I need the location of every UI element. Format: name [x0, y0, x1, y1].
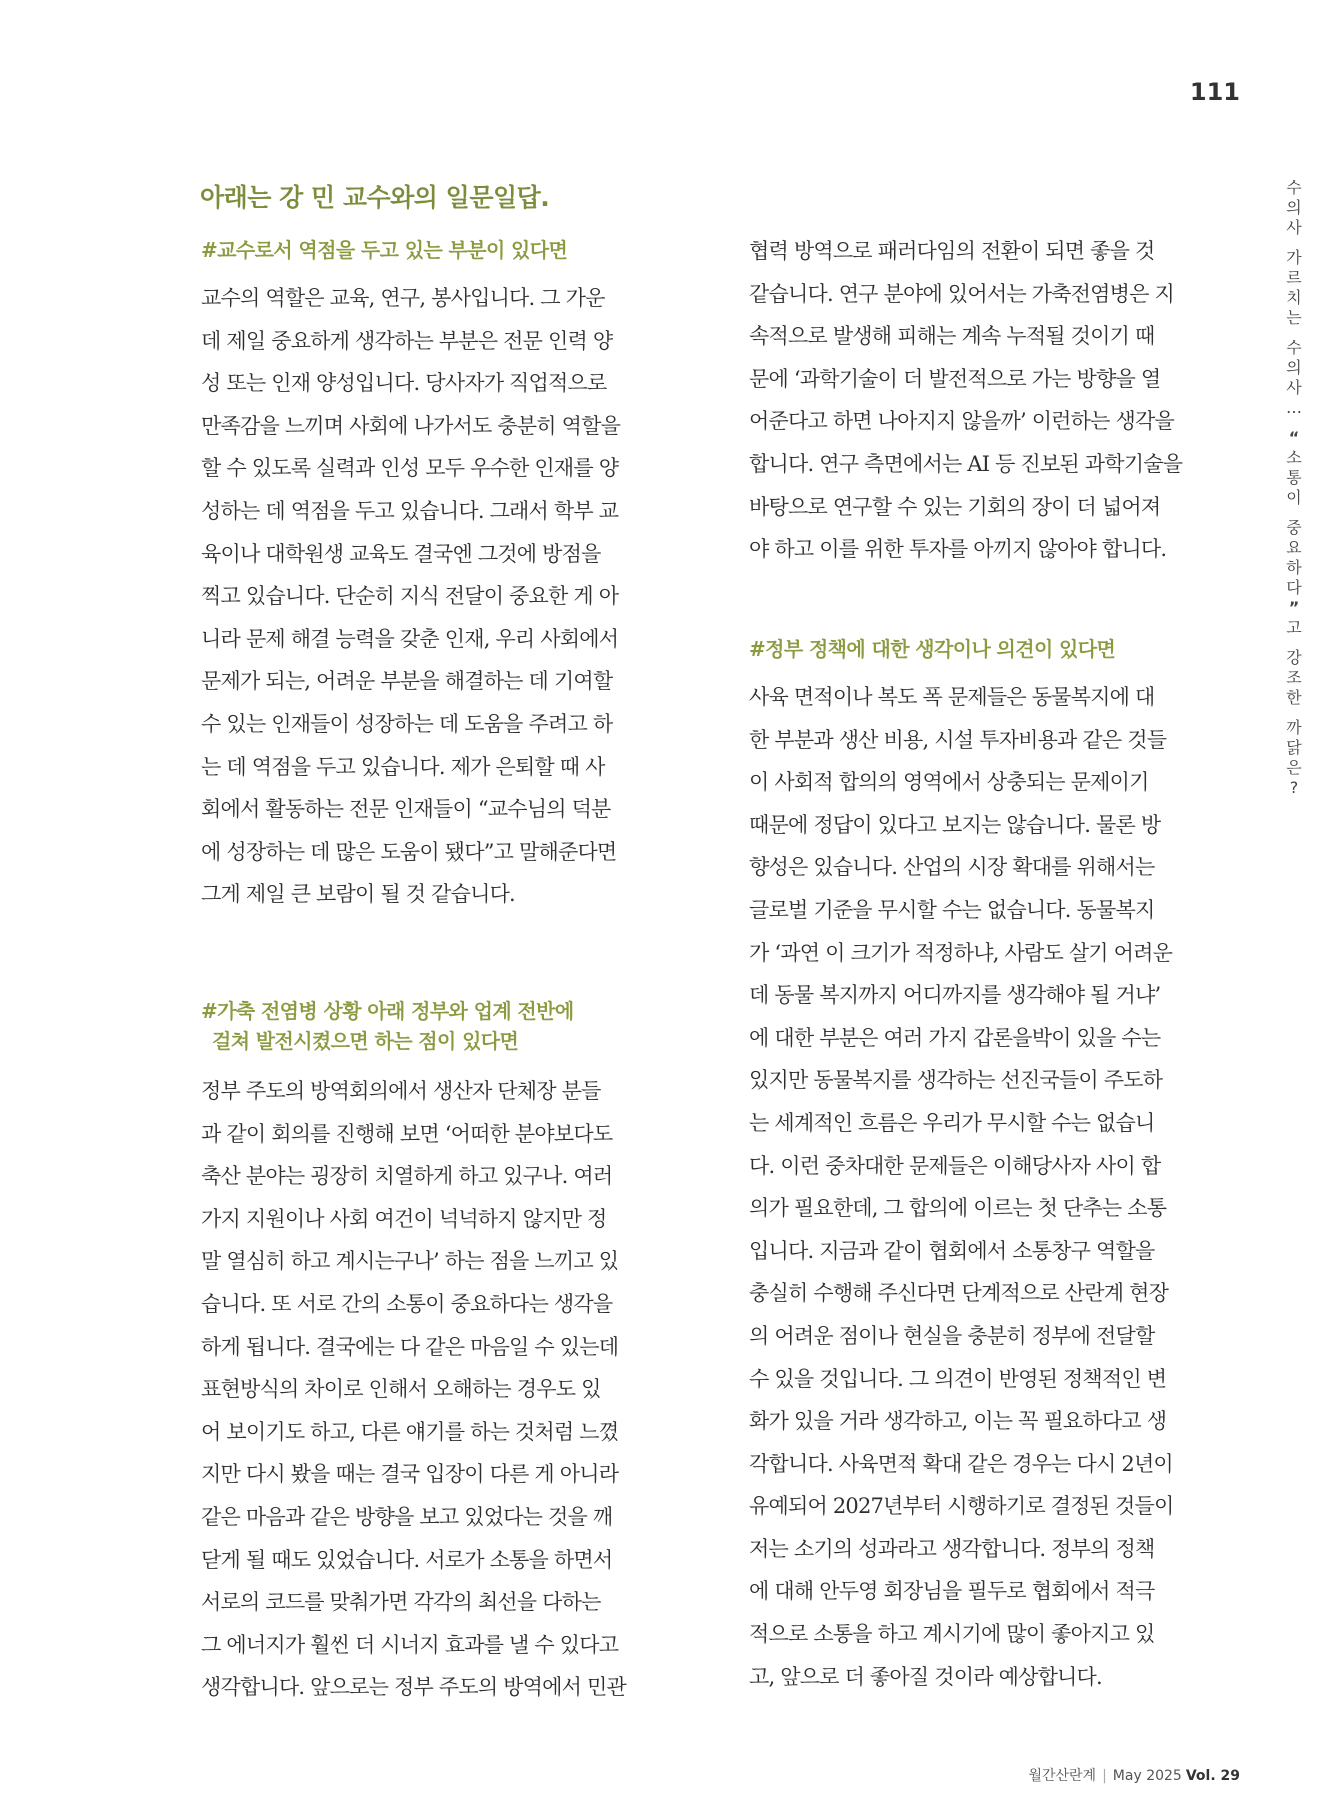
side-title-char: ? [1289, 778, 1299, 797]
section-professor-focus [201, 235, 690, 916]
section-livestock-epidemic [201, 996, 690, 1709]
answer-text: 정부 주도의 방역회의에서 생산자 단체장 분들 과 같이 회의를 진행해 보면 ‘어떠한 분야보다도 축산 분야는 굉장히 치열하게 하고 있구나. 여러 가지 지원이나 사회 여건이 넉넉하지 않지만 정 말 열심히 하고 계시는구나’ 하는 점을 느끼고 있 습니다. 또 서로 간의 소통이 중요하다는 생각을 하게 됩니다. 결국에는 다 같은 마음일 수 있는데 표현방식의 차이로 인해서 오해하는 경우도 있 어 보이기도 하고, 다른 얘기를 하는 것처럼 느꼈 지만 다시 봤을 때는 결국 입장이 다른 게 아니라 같은 마음과 같은 방향을 보고 있었다는 것을 깨 닫게 될 때도 있었습니다. 서로가 소통을 하면서 서로의 코드를 맞춰가면 각각의 최선을 다하는 그 에너지가 훨씬 더 시너지 효과를 낼 수 있다고 생각합니다. 앞으로는 정부 주도의 방역에서 민관 [201, 1079, 626, 1700]
side-title-char: 의 [1286, 358, 1302, 377]
side-title-char: 은 [1286, 758, 1302, 777]
side-title-char: 요 [1286, 538, 1302, 557]
side-title-char: 이 [1286, 488, 1302, 507]
side-running-title [1282, 178, 1306, 798]
question-heading: #교수로서 역점을 두고 있는 부분이 있다면 [201, 238, 568, 262]
side-title-char: 고 [1286, 618, 1302, 637]
side-title-char: 통 [1286, 468, 1302, 487]
magazine-name: 월간산란계 [1028, 1768, 1097, 1784]
side-title-char: ” [1288, 598, 1300, 617]
side-title-char: 다 [1286, 578, 1302, 597]
side-title-char: 치 [1286, 288, 1302, 307]
side-title-char: 르 [1286, 268, 1302, 287]
answer-text: 사육 면적이나 복도 폭 문제들은 동물복지에 대 한 부분과 생산 비용, 시설 투자비용과 같은 것들 이 사회적 합의의 영역에서 상충되는 문제이기 때문에 정답이 있다고 보지는 않습니다. 물론 방 향성은 있습니다. 산업의 시장 확대를 위해서는 글로벌 기준을 무시할 수는 없습니다. 동물복지 가 ‘과연 이 크기가 적정하냐, 사람도 살기 어려운 데 동물 복지까지 어디까지를 생각해야 될 거냐’ 에 대한 부분은 여러 가지 갑론을박이 있을 수는 있지만 동물복지를 생각하는 선진국들이 주도하 는 세계적인 흐름은 우리가 무시할 수는 없습니 다. 이런 중차대한 문제들은 이해당사자 사이 합 의가 필요한데, 그 합의에 이르는 첫 단추는 소통 입니다. 지금과 같이 협회에서 소통창구 역할을 충실히 수행해 주신다면 단계적으로 산란계 현장 의 어려운 점이나 현실을 충분히 정부에 전달할 수 있을 것입니다. 그 의견이 반영된 정책적인 변 화가 있을 거라 생각하고, 이는 꼭 필요하다고 생 각합니다. 사육면적 확대 같은 경우는 다시 2년이 유예되어 2027년부터 시행하기로 결정된 것들이 저는 소기의 성과라고 생각합니다. 정부의 정책 에 대해 안두영 회장님을 필두로 협회에서 적극 적으로 소통을 하고 계시기에 많이 좋아지고 있 고, 앞으로 더 좋아질 것이라 예상합니다. [749, 685, 1174, 1689]
answer-text: 협력 방역으로 패러다임의 전환이 되면 좋을 것 같습니다. 연구 분야에 있어서는 가축전염병은 지 속적으로 발생해 피해는 계속 누적될 것이기 때 문에 ‘과학기술이 더 발전적으로 가는 방향을 열 어준다고 하면 나아지지 않을까’ 이런하는 생각을 합니다. 연구 측면에서는 AI 등 진보된 과학기술을 바탕으로 연구할 수 있는 기회의 장이 더 넓어져 야 하고 이를 위한 투자를 아끼지 않아야 합니다. [749, 239, 1183, 562]
side-title-char: 한 [1286, 688, 1302, 707]
side-title-char: 수 [1286, 178, 1302, 197]
volume-number: Vol. 29 [1185, 1768, 1240, 1784]
page-number: 111 [1189, 78, 1240, 106]
side-title-char: 사 [1286, 218, 1302, 237]
side-title-char: 소 [1286, 448, 1302, 467]
side-title-char: 중 [1286, 518, 1302, 537]
side-title-char: 닭 [1286, 738, 1302, 757]
intro-heading: 아래는 강 민 교수와의 일문일답. [200, 183, 550, 212]
side-title-char: 하 [1286, 558, 1302, 577]
footer-separator: | [1102, 1768, 1107, 1784]
issue-date: May 2025 [1112, 1768, 1182, 1784]
side-title-char: “ [1288, 428, 1300, 447]
side-title-char [1282, 418, 1306, 428]
side-title-char: 의 [1286, 198, 1302, 217]
side-title-char [1282, 508, 1306, 518]
side-title-char: 까 [1286, 718, 1302, 737]
answer-text: 교수의 역할은 교육, 연구, 봉사입니다. 그 가운 데 제일 중요하게 생각하는 부분은 전문 인력 양 성 또는 인재 양성입니다. 당사자가 직업적으로 만족감을 느끼며 사회에 나가서도 충분히 역할을 할 수 있도록 실력과 인성 모두 우수한 인재를 양 성하는 데 역점을 두고 있습니다. 그래서 학부 교 육이나 대학원생 교육도 결국엔 그것에 방점을 찍고 있습니다. 단순히 지식 전달이 중요한 게 아 니라 문제 해결 능력을 갖춘 인재, 우리 사회에서 문제가 되는, 어려운 부분을 해결하는 데 기여할 수 있는 인재들이 성장하는 데 도움을 주려고 하 는 데 역점을 두고 있습니다. 제가 은퇴할 때 사 회에서 활동하는 전문 인재들이 “교수님의 덕분 에 성장하는 데 많은 도움이 됐다”고 말해준다면 그게 제일 큰 보람이 될 것 같습니다. [201, 286, 621, 907]
question-heading: #가축 전염병 상황 아래 정부와 업계 전반에 걸쳐 발전시켰으면 하는 점이 있다면 [201, 999, 574, 1053]
footer [1028, 1765, 1240, 1785]
side-title-char: 가 [1286, 248, 1302, 267]
side-title-char: 조 [1286, 668, 1302, 687]
question-heading: #정부 정책에 대한 생각이나 의견이 있다면 [749, 637, 1116, 661]
side-title-char [1282, 708, 1306, 718]
side-title-char [1282, 238, 1306, 248]
side-title-char: 사 [1286, 378, 1302, 397]
side-title-char [1282, 328, 1306, 338]
side-title-char: 는 [1286, 308, 1302, 327]
side-title-char: … [1286, 398, 1302, 417]
side-title-char [1282, 638, 1306, 648]
section-livestock-epidemic-continued [749, 230, 1239, 571]
section-government-policy [749, 634, 1239, 1698]
side-title-char: 수 [1286, 338, 1302, 357]
side-title-char: 강 [1286, 648, 1302, 667]
